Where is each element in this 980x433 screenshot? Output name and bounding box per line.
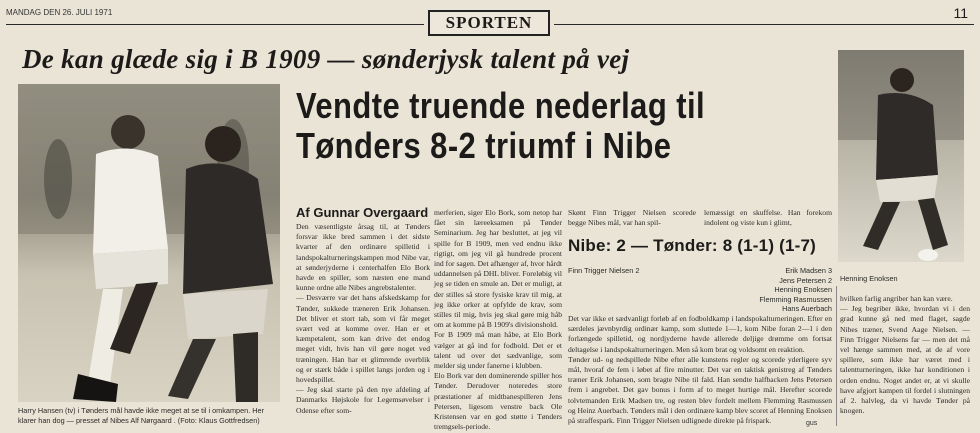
scorer-line: Hans Auerbach <box>782 304 832 314</box>
photo-right-caption: Henning Enoksen <box>840 274 898 283</box>
header-rule-left <box>6 24 424 25</box>
section-title: SPORTEN <box>445 13 533 32</box>
section-label <box>428 10 550 36</box>
scorers-tonder <box>706 266 832 314</box>
players-illustration <box>18 84 280 402</box>
column-rule <box>836 286 837 426</box>
page-number: 11 <box>953 5 968 21</box>
match-report: Det var ikke et sædvanligt forløb af en fodboldkamp i landspokalturneringen. Efter en særdeles jævnbyrdig ordinær kamp, som sluttede 1—1, kom Nibe foran 2—1 i den forlængede spilletid, og nordjyderne havde allerede deljige drømme om fortsat deltagelse i landspokalturneringen. Men så kom brat og voldsomt en reaktion. Tønder ud- og nedspillede Nibe efter alle kunstens regler og scorede yderligere syv mål, hvoraf de fem i løbet af fire minutter. Det var en taktisk genistreg af Tønders træner Erik Johansen, som bragte Nibe til fald. Han sendte halfbacken Jens Petersen frem i angrebet. Det gav bonus i form af to meget hurtige mål. Herefter scorede tolvtemanden Erik Madsen tre, og resten blev fordelt mellem Flemming Rasmussen og Heinz Auerbach. Tønders mål i den ordinære kamp blev scoret af Henning Enoksen på straffespark. Finn Trigger Nielsen udlignede direkte på frispark. <box>568 314 832 426</box>
kicker-headline: De kan glæde sig i B 1909 — sønderjysk talent på vej <box>22 44 630 74</box>
byline: Af Gunnar Overgaard <box>296 205 429 220</box>
date-line: MANDAG DEN 26. JULI 1971 <box>6 8 113 17</box>
article-column-1: Den væsentligste årsag til, at Tønders forsvar ikke bred sammen i det sidste kvarter af den ordinære spilletid i landspokalturneringskampen mod Nibe var, at sønderjyderne i centerhalfen Elo Bork havde en spiller, som næsten ene mand kunne ordne alle Nibes angrebstalenter. — Desværre var det hans afskedskamp for Tønder, sukkede træneren Erik Johansen. Det bliver et stort tab, som vi får meget svært ved at komme over. Han er et kæmpetalent, som kan drive det endog meget vidt, hvis han vil gøre noget ved træningen. Han har et glimrende overblik og er stærk både i spillet langs jorden og i hovedspillet. — Jeg skal starte på den nye afdeling af Danmarks Højskole for Legemsøvelser i Odense efter som- <box>296 222 430 415</box>
scorer-line: Erik Madsen 3 <box>785 266 832 275</box>
scorer-line: Jens Petersen 2 <box>779 275 832 285</box>
photo-right <box>838 50 964 262</box>
scorers-nibe: Finn Trigger Nielsen 2 <box>568 266 640 275</box>
main-headline <box>296 86 760 166</box>
headline-line-1: Vendte truende nederlag til <box>296 85 706 126</box>
article-column-2: merferien, siger Elo Bork, som netop har fået sin læreeksamen på Tønder Seminarium. Jeg har besluttet, at jeg vil spille for B 1909, men ved endnu ikke rigtigt, om jeg vil gå hundrede procent ind for sagen. Det afhænger af, hvor hårdt uddannelsen på DHL bliver. Foreløbig vil jeg se tiden en smule an. Det er muligt, at der stilles så store fysiske krav til mig, at jeg ikke orker at opfylde de krav, som stilles til mig, hvis jeg skal gøre mig håb om at komme på B 1909's divisionshold. For B 1909 må man håbe, at Elo Bork vælger at gå ind for fodbold. Det er et talent ud over det sædvanlige, som melder sig under fanerne i klubben. Elo Bork var den dominerende spiller hos Tønder. Derudover noteredes store præstationer af midtbanespilleren Jens Petersen, ligesom venstre back Ole Kristensen var en god støtte i Tønders tremgsels-periode. <box>434 208 562 432</box>
article-column-4-top: lemæssigt en skuffelse. Han forekom indolent og viste kun i glimt, <box>704 208 832 228</box>
signature: gus <box>806 420 818 427</box>
scorer-line: Flemming Rasmussen <box>759 294 832 304</box>
photo-left-caption: Harry Hansen (tv) i Tønders mål havde ikke meget at se til i omkampen. Her klarer han dog — presset af Nibes Alf Nørgaard . (Foto: Klaus Gottfredsen) <box>18 406 265 425</box>
header-rule-right <box>554 24 974 25</box>
scorer-line: Henning Enoksen <box>774 285 832 295</box>
article-column-5: hvilken farlig angriber han kan være. — Jeg begriber ikke, hvordan vi i den grad kunne gå ned med flaget, sagde Nibes træner, Svend Aage Nielsen. — Finn Trigger Nielsens far — men det må vel hænge sammen med, at de af vore spillere, som ikke har været med i talentturneringen, ikke har konditionen i orden endnu. Noget andet er, at vi skulle have afgjort kampen til fordel i slutningen af 2. halvleg, da vi havde Tønder på knogen. <box>840 294 970 416</box>
headline-line-2: Tønders 8-2 triumf i Nibe <box>296 125 672 166</box>
match-score: Nibe: 2 — Tønder: 8 (1-1) (1-7) <box>568 236 817 255</box>
match-photo-left <box>18 84 280 402</box>
article-column-3-top: Skønt Finn Trigger Nielsen scorede begge Nibes mål, var han spil- <box>568 208 696 228</box>
player-illustration <box>838 50 964 262</box>
